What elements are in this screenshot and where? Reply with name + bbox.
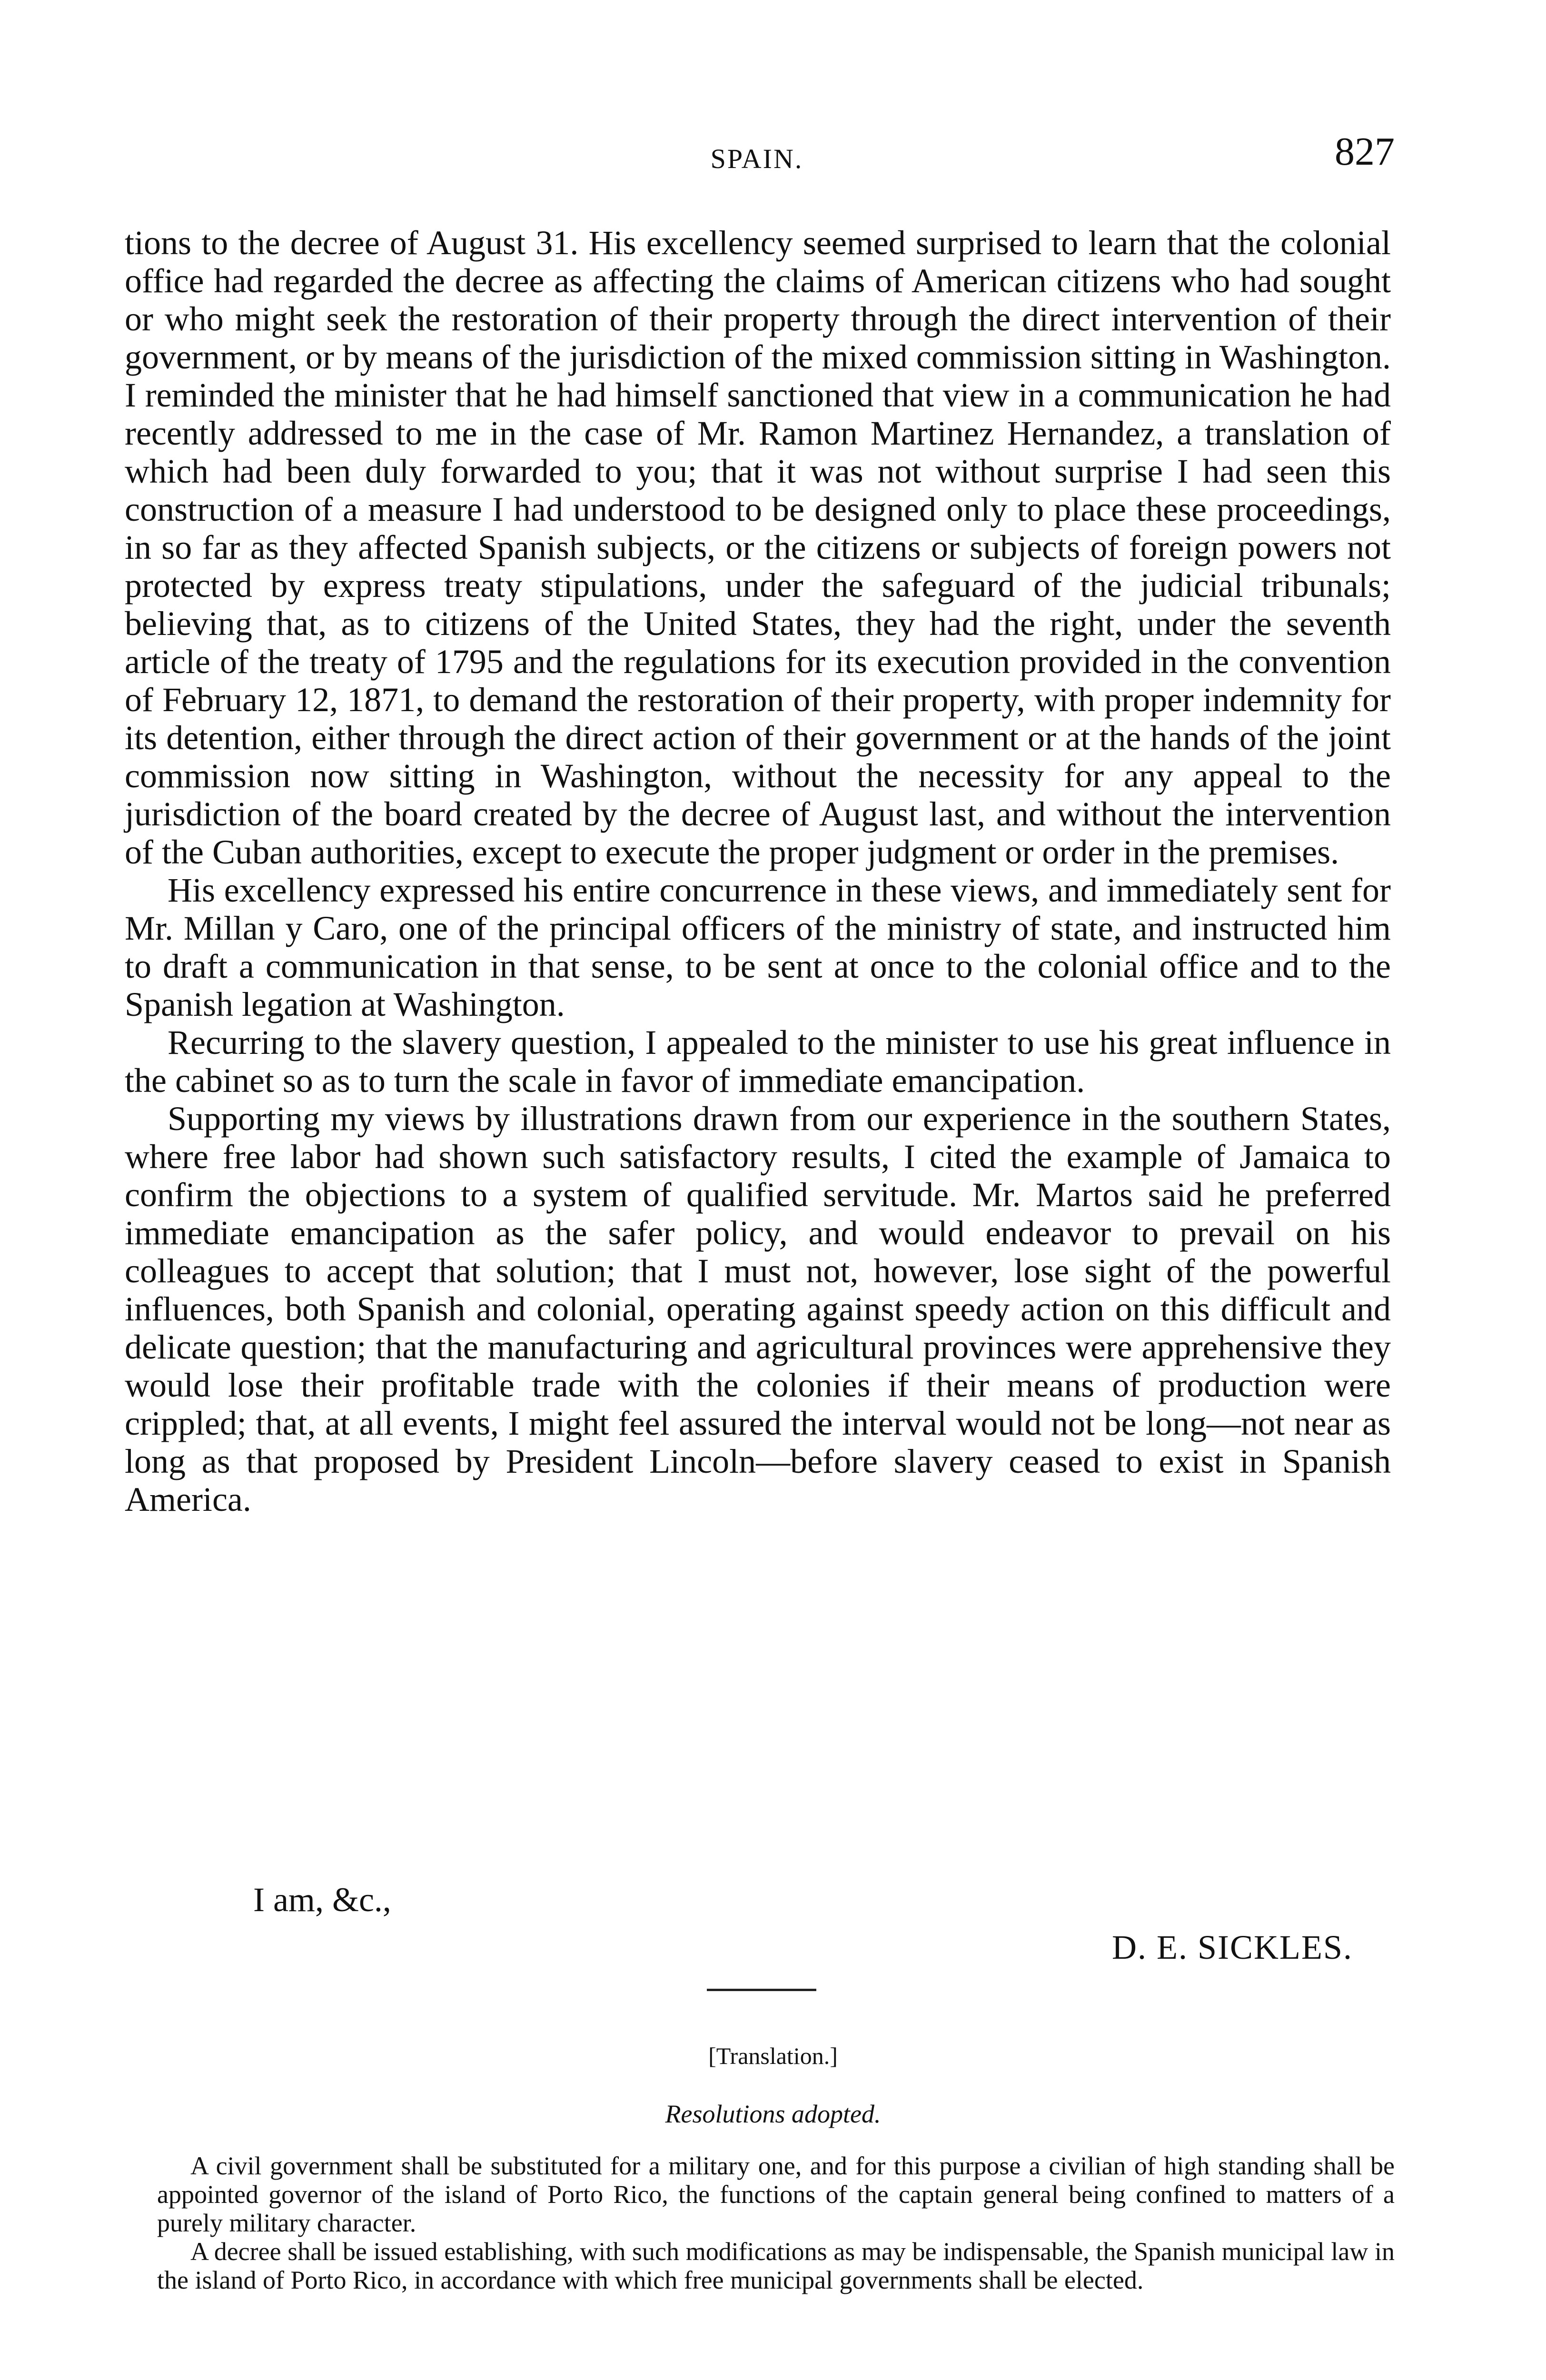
translation-note: [Translation.] xyxy=(708,2043,838,2069)
resolutions-title: Resolutions adopted. xyxy=(665,2100,881,2128)
page-number: 827 xyxy=(1335,129,1395,174)
resolution-paragraph: A civil government shall be substituted for a military one, and for this purpose a civilian of high standing shall be appointed governor of the island of Porto Rico, the functions of the captain general being confined to matters of a purely military character. xyxy=(157,2152,1395,2237)
closing-phrase: I am, &c., xyxy=(253,1881,391,1919)
signature: D. E. SICKLES. xyxy=(1111,1928,1353,1966)
body-paragraph: tions to the decree of August 31. His excellency seemed surprised to learn that the colonial office had regarded the decree as affecting the claims of American citizens who had sought or who might seek the restoration of their property through the direct intervention of their government, or by means of the jurisdiction of the mixed commission sitting in Washington. I reminded the minister that he had himself sanctioned that view in a communication he had recently addressed to me in the case of Mr. Ramon Martinez Hernandez, a translation of which had been duly forwarded to you; that it was not without surprise I had seen this construction of a measure I had understood to be designed only to place these proceedings, in so far as they affected Spanish subjects, or the citizens or subjects of foreign powers not protected by express treaty stipulations, under the safeguard of the judicial tribunals; believing that, as to citizens of the United States, they had the right, under the seventh article of the treaty of 1795 and the regulations for its execution provided in the convention of February 12, 1871, to demand the restoration of their property, with proper indemnity for its detention, either through the direct action of their government or at the hands of the joint commission now sitting in Washington, without the necessity for any appeal to the jurisdiction of the board created by the decree of August last, and without the intervention of the Cuban authorities, except to execute the proper judgment or order in the premises. xyxy=(125,224,1391,871)
body-paragraph: Recurring to the slavery question, I appealed to the minister to use his great influence in the cabinet so as to turn the scale in favor of immediate emancipation. xyxy=(125,1023,1391,1100)
letter-body xyxy=(125,224,1391,1518)
page-title: SPAIN. xyxy=(710,143,803,174)
letter-closing xyxy=(125,1880,1391,1975)
resolutions-list xyxy=(157,2152,1395,2294)
section-divider xyxy=(707,1989,816,1991)
running-head xyxy=(119,129,1395,186)
resolution-paragraph: A decree shall be issued establishing, with such modifications as may be indispensable, the Spanish municipal law in the island of Porto Rico, in accordance with which free municipal governments shall be elected. xyxy=(157,2237,1395,2294)
body-paragraph: His excellency expressed his entire concurrence in these views, and immediately sent for Mr. Millan y Caro, one of the principal officers of the ministry of state, and instructed him to draft a communication in that sense, to be sent at once to the colonial office and to the Spanish legation at Washington. xyxy=(125,871,1391,1023)
body-paragraph: Supporting my views by illustrations drawn from our experience in the southern States, where free labor had shown such satisfactory results, I cited the example of Jamaica to confirm the objections to a system of qualified servitude. Mr. Martos said he preferred immediate emancipation as the safer policy, and would endeavor to prevail on his colleagues to accept that solution; that I must not, however, lose sight of the powerful influences, both Spanish and colonial, operating against speedy action on this difficult and delicate question; that the manufacturing and agricultural provinces were apprehensive they would lose their profitable trade with the colonies if their means of production were crippled; that, at all events, I might feel assured the interval would not be long—not near as long as that proposed by President Lincoln—before slavery ceased to exist in Spanish America. xyxy=(125,1100,1391,1518)
